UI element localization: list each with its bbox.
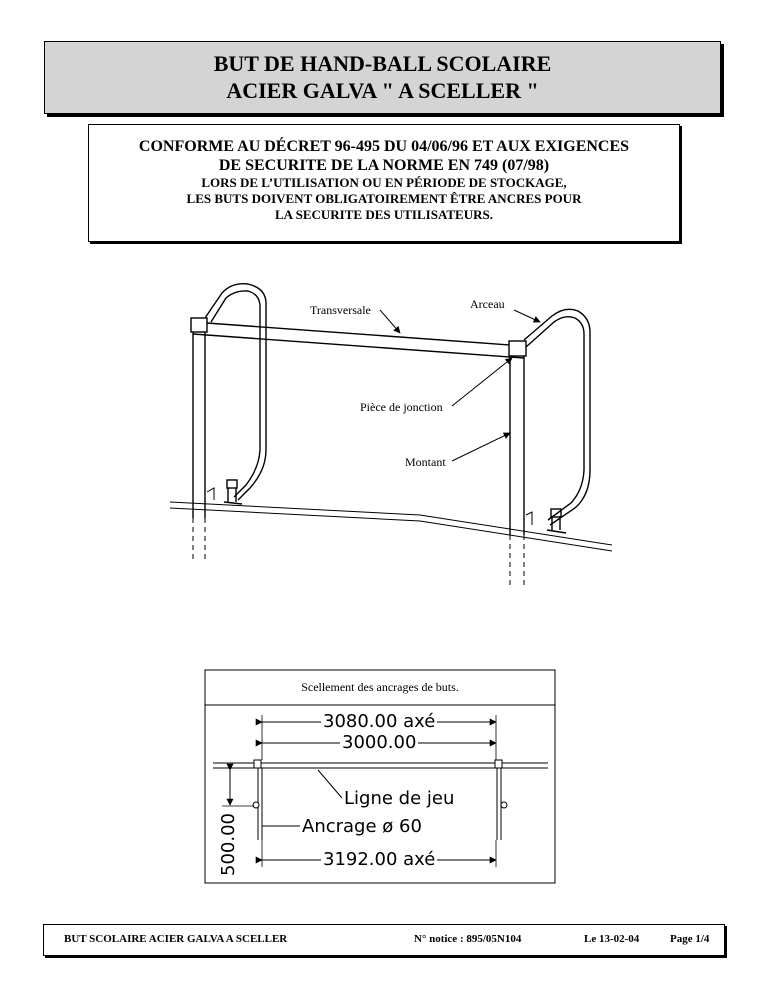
notice-line-2: DE SECURITE DE LA NORME EN 749 (07/98) bbox=[218, 157, 550, 174]
goal-perspective bbox=[170, 284, 612, 585]
footer-page: Page 1/4 bbox=[670, 933, 710, 945]
label-transversale: Transversale bbox=[310, 303, 371, 317]
footer-notice-number: N° notice : 895/05N104 bbox=[414, 933, 522, 945]
notice-line-3: LORS DE L’UTILISATION OU EN PÉRIODE DE STOCKAGE, bbox=[201, 175, 567, 190]
footer-bar bbox=[43, 924, 725, 956]
footer-date: Le 13-02-04 bbox=[584, 933, 640, 945]
dim-axe-top: 3080.00 axé bbox=[323, 711, 436, 732]
label-montant: Montant bbox=[405, 455, 446, 469]
footer-product: BUT SCOLAIRE ACIER GALVA A SCELLER bbox=[64, 933, 288, 945]
dim-depth: 500.00 bbox=[218, 813, 239, 876]
notice-line-5: LA SECURITE DES UTILISATEURS. bbox=[275, 207, 493, 222]
label-ancrage: Ancrage ø 60 bbox=[302, 816, 422, 837]
notice-line-4: LES BUTS DOIVENT OBLIGATOIREMENT ÊTRE ANCRES POUR bbox=[186, 191, 582, 206]
dim-inner: 3000.00 bbox=[342, 732, 417, 753]
label-arceau: Arceau bbox=[470, 297, 505, 311]
label-piece-jonction: Pièce de jonction bbox=[360, 400, 443, 414]
plan-caption: Scellement des ancrages de buts. bbox=[301, 680, 459, 694]
label-ligne-de-jeu: Ligne de jeu bbox=[344, 788, 455, 809]
title-line-1: BUT DE HAND-BALL SCOLAIRE bbox=[213, 51, 552, 76]
title-line-2: ACIER GALVA " A SCELLER " bbox=[226, 78, 539, 103]
dim-axe-bottom: 3192.00 axé bbox=[323, 849, 436, 870]
notice-line-1: CONFORME AU DÉCRET 96-495 DU 04/06/96 ET AUX EXIGENCES bbox=[138, 138, 630, 155]
